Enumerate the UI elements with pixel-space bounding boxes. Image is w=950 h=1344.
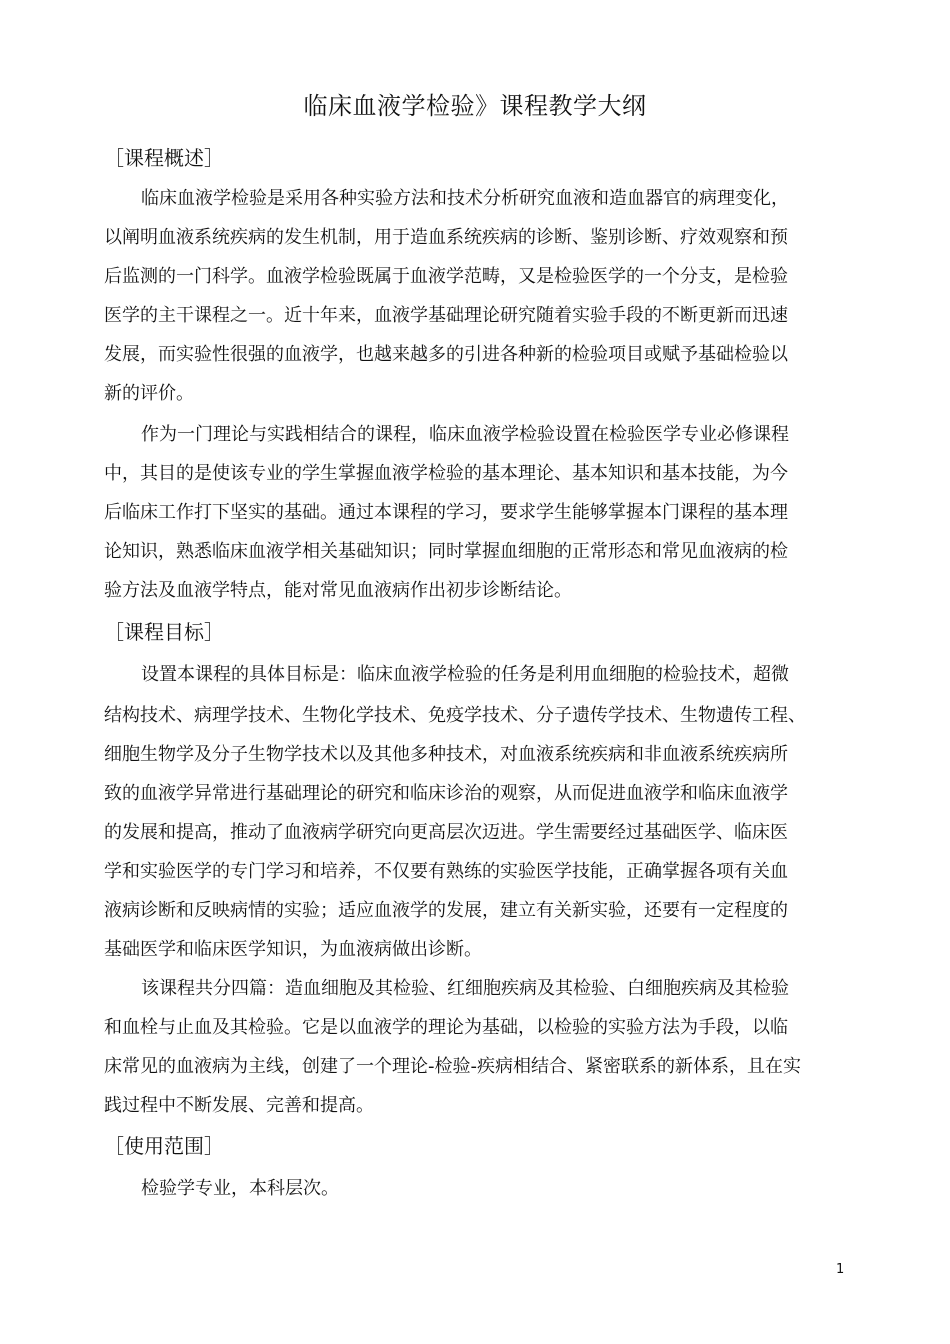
paragraph-line: 以阐明血液系统疾病的发生机制，用于造血系统疾病的诊断、鉴别诊断、疗效观察和预 [104, 227, 788, 248]
paragraph-line: 该课程共分四篇：造血细胞及其检验、红细胞疾病及其检验、白细胞疾病及其检验 [141, 978, 789, 999]
scope-text: 检验学专业，本科层次。 [141, 1178, 339, 1199]
section-heading-overview: ［课程概述］ [104, 146, 224, 170]
paragraph-line: 结构技术、病理学技术、生物化学技术、免疫学技术、分子遗传学技术、生物遗传工程、 [104, 705, 806, 726]
paragraph-line: 基础医学和临床医学知识，为血液病做出诊断。 [104, 939, 482, 960]
paragraph-line: 液病诊断和反映病情的实验；适应血液学的发展，建立有关新实验，还要有一定程度的 [104, 900, 788, 921]
paragraph-line: 后监测的一门科学。血液学检验既属于血液学范畴，又是检验医学的一个分支，是检验 [104, 266, 788, 287]
paragraph-line: 新的评价。 [104, 383, 194, 404]
paragraph-line: 论知识，熟悉临床血液学相关基础知识；同时掌握血细胞的正常形态和常见血液病的检 [104, 541, 788, 562]
paragraph-line: 验方法及血液学特点，能对常见血液病作出初步诊断结论。 [104, 580, 572, 601]
document-title: 临床血液学检验》课程教学大纲 [303, 92, 647, 120]
paragraph-line: 作为一门理论与实践相结合的课程，临床血液学检验设置在检验医学专业必修课程 [141, 424, 789, 445]
paragraph-line: 中，其目的是使该专业的学生掌握血液学检验的基本理论、基本知识和基本技能，为今 [104, 463, 788, 484]
paragraph-line: 学和实验医学的专门学习和培养，不仅要有熟练的实验医学技能，正确掌握各项有关血 [104, 861, 788, 882]
paragraph-line: 致的血液学异常进行基础理论的研究和临床诊治的观察，从而促进血液学和临床血液学 [104, 783, 788, 804]
paragraph-line: 发展，而实验性很强的血液学，也越来越多的引进各种新的检验项目或赋予基础检验以 [104, 344, 788, 365]
paragraph-line: 后临床工作打下坚实的基础。通过本课程的学习，要求学生能够掌握本门课程的基本理 [104, 502, 788, 523]
page-number: 1 [836, 1262, 845, 1277]
paragraph-line: 的发展和提高，推动了血液病学研究向更高层次迈进。学生需要经过基础医学、临床医 [104, 822, 788, 843]
paragraph-line: 设置本课程的具体目标是：临床血液学检验的任务是利用血细胞的检验技术，超微 [141, 664, 789, 685]
paragraph-line: 临床血液学检验是采用各种实验方法和技术分析研究血液和造血器官的病理变化， [141, 188, 789, 209]
paragraph-line: 床常见的血液病为主线，创建了一个理论-检验-疾病相结合、紧密联系的新体系，且在实 [104, 1056, 801, 1077]
paragraph-line: 和血栓与止血及其检验。它是以血液学的理论为基础，以检验的实验方法为手段，以临 [104, 1017, 788, 1038]
paragraph-line: 医学的主干课程之一。近十年来，血液学基础理论研究随着实验手段的不断更新而迅速 [104, 305, 788, 326]
paragraph-line: 细胞生物学及分子生物学技术以及其他多种技术，对血液系统疾病和非血液系统疾病所 [104, 744, 788, 765]
section-heading-scope: ［使用范围］ [104, 1134, 224, 1158]
section-heading-goals: ［课程目标］ [104, 620, 224, 644]
paragraph-line: 践过程中不断发展、完善和提高。 [104, 1095, 374, 1116]
